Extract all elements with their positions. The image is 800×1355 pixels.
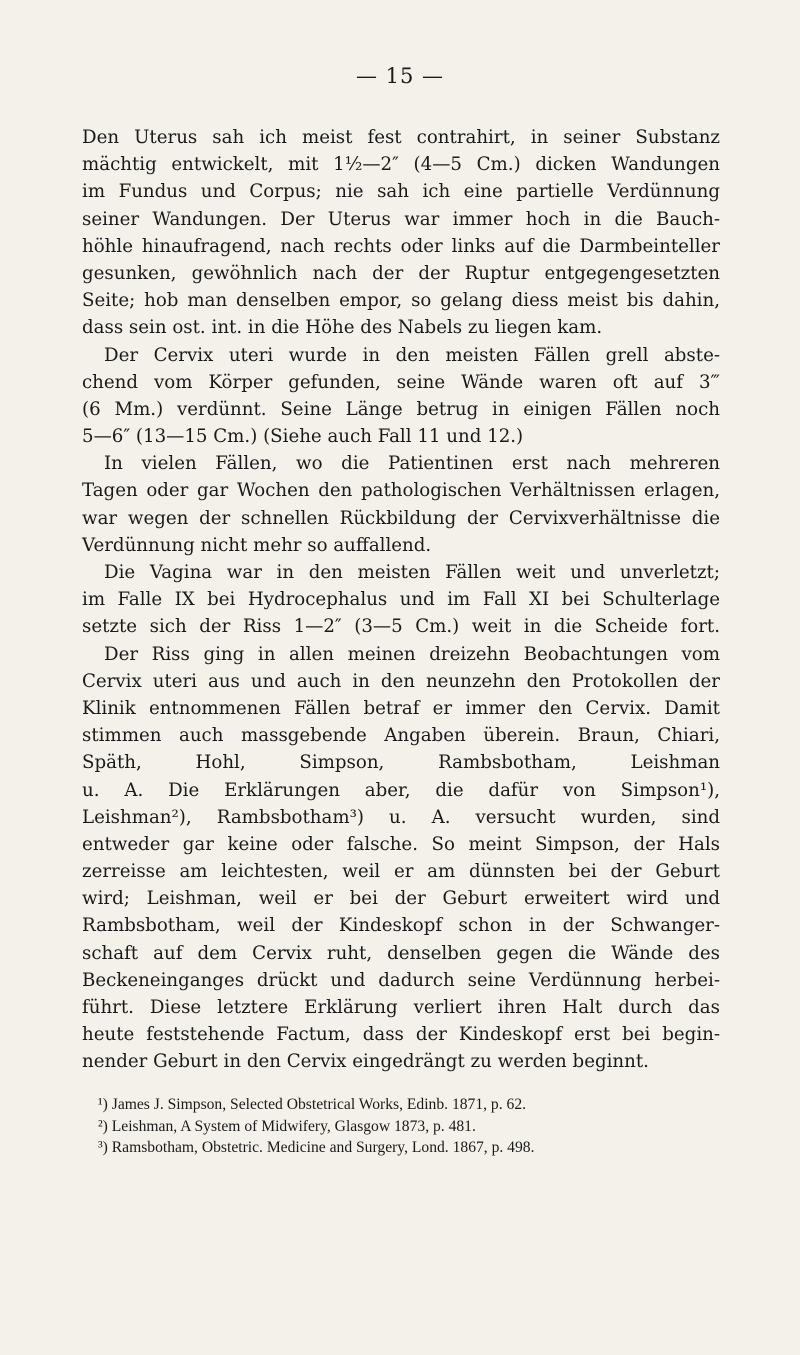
text-line: mächtig entwickelt, mit 1½—2″ (4—5 Cm.) dicken Wandungen [82, 154, 720, 176]
text-line: Leishman²), Rambsbotham³) u. A. versucht wurden, sind [82, 806, 720, 828]
text-line: entweder gar keine oder falsche. So meint Simpson, der Hals [82, 833, 720, 855]
text-line: Der Riss ging in allen meinen dreizehn Beobachtungen vom [104, 643, 720, 665]
text-line: Klinik entnommenen Fällen betraf er immer den Cervix. Damit [82, 697, 720, 719]
text-line: zerreisse am leichtesten, weil er am dünnsten bei der Geburt [82, 861, 720, 883]
text-line: Späth, Hohl, Simpson, Rambsbotham, Leishman [82, 752, 720, 774]
text-line: chend vom Körper gefunden, seine Wände waren oft auf 3‴ [82, 371, 720, 393]
text-line: Der Cervix uteri wurde in den meisten Fällen grell abste- [104, 344, 720, 366]
text-line: 5—6″ (13—15 Cm.) (Siehe auch Fall 11 und 12.) [82, 426, 524, 448]
text-line: höhle hinaufragend, nach rechts oder links auf die Darmbeinteller [82, 235, 720, 257]
text-line: Die Vagina war in den meisten Fällen weit und unverletzt; [104, 562, 720, 583]
text-line: Seite; hob man denselben empor, so gelang diess meist bis dahin, [82, 290, 720, 312]
text-line: dass sein ost. int. in die Höhe des Nabels zu liegen kam. [82, 317, 603, 339]
text-line: Beckeneinganges drückt und dadurch seine Verdünnung herbei- [82, 969, 720, 991]
text-line: heute feststehende Factum, dass der Kindeskopf erst bei begin- [82, 1024, 720, 1046]
text-line: (6 Mm.) verdünnt. Seine Länge betrug in einigen Fällen noch [82, 398, 720, 420]
text-line: schaft auf dem Cervix ruht, denselben gegen die Wände des [82, 942, 720, 964]
footnote: ³) Ramsbotham, Obstetric. Medicine and Surgery, Lond. 1867, p. 498. [98, 1139, 535, 1156]
text-line: stimmen auch massgebende Angaben überein. Braun, Chiari, [82, 725, 720, 747]
text-line: gesunken, gewöhnlich nach der der Ruptur entgegengesetzten [82, 262, 720, 284]
text-line: u. A. Die Erklärungen aber, die dafür von Simpson¹), [82, 779, 720, 801]
text-line: führt. Diese letztere Erklärung verliert ihren Halt durch das [82, 997, 720, 1018]
footnote: ¹) James J. Simpson, Selected Obstetrical Works, Edinb. 1871, p. 62. [98, 1096, 527, 1113]
text-line: Rambsbotham, weil der Kindeskopf schon in der Schwanger- [82, 915, 720, 937]
footnote: ²) Leishman, A System of Midwifery, Glasgow 1873, p. 481. [98, 1117, 476, 1135]
text-line: seiner Wandungen. Der Uterus war immer hoch in die Bauch- [82, 208, 720, 230]
text-line: im Fundus und Corpus; nie sah ich eine partielle Verdünnung [82, 181, 720, 203]
footnotes [82, 1094, 722, 1159]
text-line: im Falle IX bei Hydrocephalus und im Fall XI bei Schulterlage [82, 589, 720, 611]
text-line: nender Geburt in den Cervix eingedrängt zu werden beginnt. [82, 1051, 649, 1073]
text-line: Tagen oder gar Wochen den pathologischen Verhältnissen erlagen, [82, 480, 720, 502]
page-number: — 15 — [355, 64, 445, 88]
text-line: Verdünnung nicht mehr so auffallend. [82, 534, 432, 556]
body-text [82, 124, 720, 1076]
text-line: In vielen Fällen, wo die Patientinen erst nach mehreren [104, 453, 720, 475]
text-line: war wegen der schnellen Rückbildung der Cervixverhältnisse die [82, 507, 720, 529]
text-line: Cervix uteri aus und auch in den neunzehn den Protokollen der [82, 670, 720, 692]
text-line: setzte sich der Riss 1—2″ (3—5 Cm.) weit in die Scheide fort. [82, 616, 720, 638]
text-line: Den Uterus sah ich meist fest contrahirt, in seiner Substanz [82, 127, 720, 148]
text-line: wird; Leishman, weil er bei der Geburt erweitert wird und [82, 888, 720, 910]
